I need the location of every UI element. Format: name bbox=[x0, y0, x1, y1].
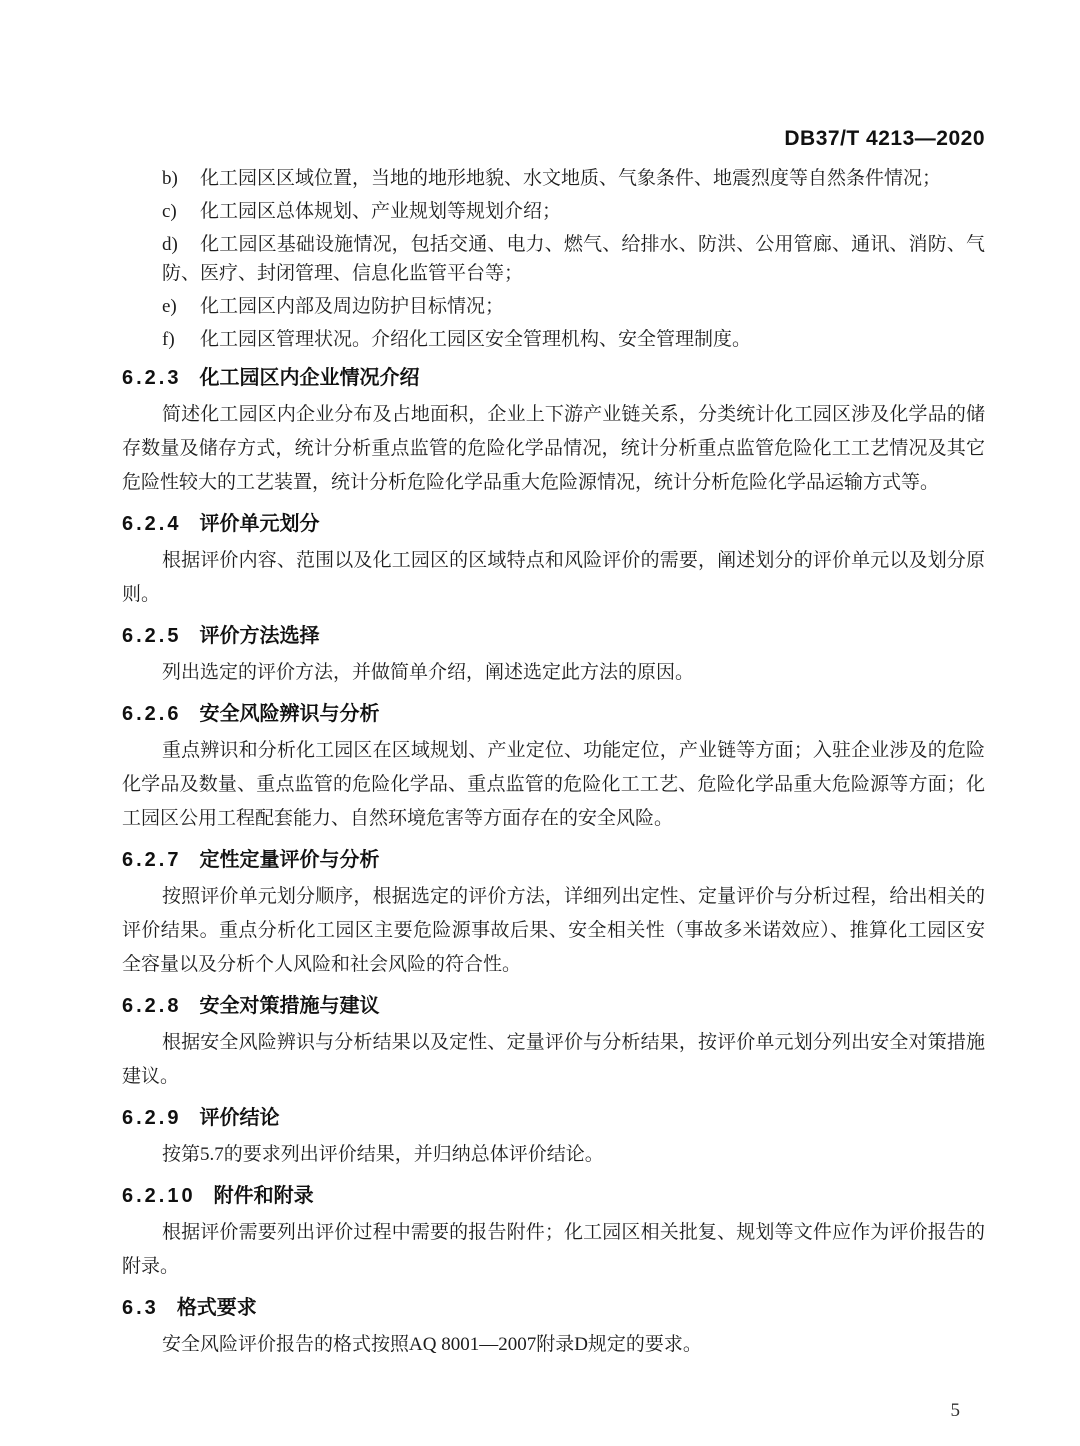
list-item-text: 化工园区总体规划、产业规划等规划介绍； bbox=[200, 201, 562, 222]
page-header bbox=[122, 126, 985, 152]
section-6-3 bbox=[122, 1294, 985, 1362]
section-heading bbox=[122, 510, 985, 538]
section-paragraph: 列出选定的评价方法，并做简单介绍，阐述选定此方法的原因。 bbox=[162, 662, 695, 683]
section-6-2-5 bbox=[122, 622, 985, 690]
section-paragraph: 按照评价单元划分顺序，根据选定的评价方法，详细列出定性、定量评价与分析过程，给出相关的评价结果。重点分析化工园区主要危险源事故后果、安全相关性（事故多米诺效应）、推算化工园区安全容量以及分析个人风险和社会风险的符合性。 bbox=[122, 886, 985, 975]
standard-number: DB37/T 4213—2020 bbox=[784, 127, 985, 150]
section-heading bbox=[122, 992, 985, 1020]
section-title: 定性定量评价与分析 bbox=[199, 849, 380, 871]
list-item-b bbox=[122, 164, 985, 193]
section-6-2-7 bbox=[122, 846, 985, 982]
section-number: 6.2.4 bbox=[122, 513, 182, 535]
section-number: 6.2.8 bbox=[122, 995, 182, 1017]
section-paragraph: 根据安全风险辨识与分析结果以及定性、定量评价与分析结果，按评价单元划分列出安全对策措施建议。 bbox=[122, 1032, 985, 1087]
section-title: 评价结论 bbox=[199, 1107, 280, 1129]
section-title: 格式要求 bbox=[176, 1297, 257, 1319]
list-item-text: 化工园区管理状况。介绍化工园区安全管理机构、安全管理制度。 bbox=[200, 329, 752, 350]
section-title: 化工园区内企业情况介绍 bbox=[199, 367, 420, 389]
section-6-2-4 bbox=[122, 510, 985, 612]
section-heading bbox=[122, 846, 985, 874]
section-paragraph: 安全风险评价报告的格式按照AQ 8001—2007附录D规定的要求。 bbox=[162, 1334, 702, 1355]
list-item-f bbox=[122, 325, 985, 354]
section-heading bbox=[122, 364, 985, 392]
section-title: 安全对策措施与建议 bbox=[199, 995, 380, 1017]
list-item-marker: e) bbox=[162, 296, 177, 317]
page-number: 5 bbox=[950, 1400, 960, 1421]
section-number: 6.2.6 bbox=[122, 703, 182, 725]
list-item-text: 化工园区基础设施情况，包括交通、电力、燃气、给排水、防洪、公用管廊、通讯、消防、气防、医疗、封闭管理、信息化监管平台等； bbox=[162, 234, 985, 284]
section-6-2-6 bbox=[122, 700, 985, 836]
list-item-d bbox=[122, 230, 985, 288]
section-6-2-10 bbox=[122, 1182, 985, 1284]
section-6-2-9 bbox=[122, 1104, 985, 1172]
section-title: 安全风险辨识与分析 bbox=[199, 703, 380, 725]
section-number: 6.2.5 bbox=[122, 625, 182, 647]
section-heading bbox=[122, 700, 985, 728]
section-heading bbox=[122, 1294, 985, 1322]
section-number: 6.2.9 bbox=[122, 1107, 182, 1129]
list-item-c bbox=[122, 197, 985, 226]
list-item-marker: d) bbox=[162, 234, 178, 255]
list-item-marker: b) bbox=[162, 168, 178, 189]
section-heading bbox=[122, 622, 985, 650]
section-paragraph: 根据评价需要列出评价过程中需要的报告附件；化工园区相关批复、规划等文件应作为评价报告的附录。 bbox=[122, 1222, 985, 1277]
list-item-text: 化工园区内部及周边防护目标情况； bbox=[200, 296, 505, 317]
section-paragraph: 重点辨识和分析化工园区在区域规划、产业定位、功能定位，产业链等方面；入驻企业涉及的危险化学品及数量、重点监管的危险化学品、重点监管的危险化工工艺、危险化学品重大危险源等方面；化工园区公用工程配套能力、自然环境危害等方面存在的安全风险。 bbox=[122, 740, 985, 829]
section-number: 6.2.10 bbox=[122, 1185, 196, 1207]
section-number: 6.3 bbox=[122, 1297, 159, 1319]
section-title: 评价单元划分 bbox=[199, 513, 320, 535]
list-item-e bbox=[122, 292, 985, 321]
list-item-marker: f) bbox=[162, 329, 175, 350]
list-item-text: 化工园区区域位置，当地的地形地貌、水文地质、气象条件、地震烈度等自然条件情况； bbox=[200, 168, 942, 189]
section-heading bbox=[122, 1182, 985, 1210]
section-title: 附件和附录 bbox=[213, 1185, 314, 1207]
section-paragraph: 按第5.7的要求列出评价结果，并归纳总体评价结论。 bbox=[162, 1144, 604, 1165]
section-6-2-8 bbox=[122, 992, 985, 1094]
clause-list bbox=[122, 164, 985, 354]
section-number: 6.2.3 bbox=[122, 367, 182, 389]
section-paragraph: 简述化工园区内企业分布及占地面积，企业上下游产业链关系，分类统计化工园区涉及化学品的储存数量及储存方式，统计分析重点监管的危险化学品情况，统计分析重点监管危险化工工艺情况及其它危险性较大的工艺装置，统计分析危险化学品重大危险源情况，统计分析危险化学品运输方式等。 bbox=[122, 404, 985, 493]
section-heading bbox=[122, 1104, 985, 1132]
section-paragraph: 根据评价内容、范围以及化工园区的区域特点和风险评价的需要，阐述划分的评价单元以及划分原则。 bbox=[122, 550, 985, 605]
section-6-2-3 bbox=[122, 364, 985, 500]
list-item-marker: c) bbox=[162, 201, 177, 222]
section-title: 评价方法选择 bbox=[199, 625, 320, 647]
section-number: 6.2.7 bbox=[122, 849, 182, 871]
